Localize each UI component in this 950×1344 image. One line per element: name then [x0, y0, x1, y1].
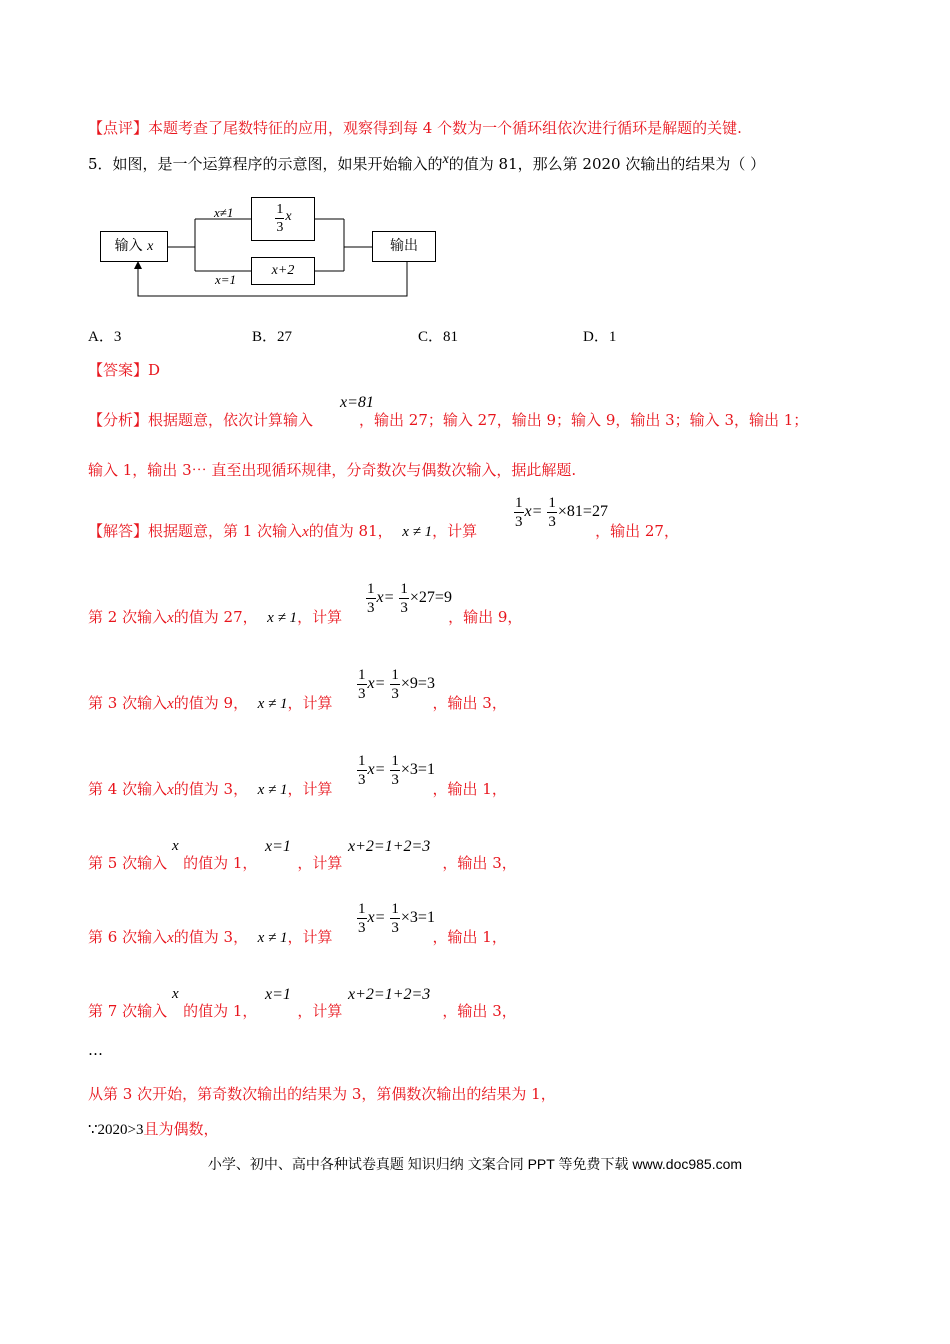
step-1-expr [513, 494, 608, 531]
expr-rest: ×27=9 [409, 589, 452, 607]
frac-den: 3 [391, 772, 399, 788]
choice-d [583, 325, 616, 346]
step-var: x [302, 524, 309, 540]
analysis-text-c: 输入 1，输出 3⋯ 直至出现循环规律，分奇数次与偶数次输入，据此解题. [88, 461, 577, 479]
frac-num: 1 [548, 495, 556, 511]
step-3-expr [356, 666, 435, 703]
question-number: 5． [88, 155, 113, 173]
step-prefix: 第 6 次输入 [88, 928, 168, 946]
question-text-a: 如图，是一个运算程序的示意图，如果开始输入的 [112, 155, 443, 173]
frac-den: 3 [548, 514, 556, 530]
step-suffix: ，输出 3， [442, 1002, 517, 1020]
step-mid: 的值为 3， [173, 928, 249, 946]
flow-top-op-num: 1 [276, 202, 284, 217]
choice-c [418, 325, 458, 346]
step-5-expr: x+2=1+2=3 [348, 838, 431, 855]
flow-top-condition: x≠1 [214, 205, 234, 220]
flow-top-op-den: 3 [276, 220, 284, 235]
flow-output-box: 输出 [372, 231, 436, 262]
solution-step-3 [88, 693, 507, 714]
flow-bottom-op-box: x+2 [251, 257, 315, 285]
choice-a [88, 325, 121, 346]
solution-step-6 [88, 927, 507, 948]
because-text: 且为偶数， [143, 1120, 219, 1138]
step-cond: x ≠ 1 [267, 610, 298, 626]
choice-a-value: 3 [113, 329, 122, 345]
choice-c-letter: C． [418, 329, 444, 345]
expr-rest: ×9=3 [400, 675, 435, 693]
frac-num: 1 [391, 667, 399, 683]
flow-input-box [100, 231, 168, 262]
flow-bottom-condition: x=1 [215, 272, 237, 287]
page-footer: 小学、初中、高中各种试卷真题 知识归纳 文案合同 PPT 等免费下载 www.doc985.com [207, 1156, 743, 1172]
step-suffix: ，输出 27， [595, 522, 679, 540]
frac-den: 3 [391, 920, 399, 936]
solution-step-5 [88, 853, 517, 873]
comment-tag: 【点评】 [88, 119, 149, 137]
step-mid: 的值为 27， [173, 608, 258, 626]
frac-den: 3 [400, 600, 408, 616]
flow-top-op-var: x [285, 209, 292, 224]
because-symbol: ∵ [88, 1120, 98, 1138]
step-suffix: ，输出 3， [432, 694, 507, 712]
step-calc: ，计算 [297, 1002, 343, 1020]
analysis-tag: 【分析】 [88, 411, 149, 429]
step-calc: ，计算 [297, 854, 343, 872]
step-suffix: ，输出 1， [432, 928, 507, 946]
step-prefix: 根据题意，第 1 次输入 [148, 522, 303, 540]
step-calc: ，计算 [297, 608, 343, 626]
choice-d-value: 1 [608, 329, 617, 345]
frac-den: 3 [391, 686, 399, 702]
solution-conclusion: 从第 3 次开始，第奇数次输出的结果为 3，第偶数次输出的结果为 1， [88, 1085, 556, 1103]
solution-step-2 [88, 607, 522, 628]
frac-den: 3 [358, 920, 366, 936]
step-5-var: x [172, 838, 179, 854]
flowchart-lines [0, 0, 950, 320]
step-mid: 的值为 81， [308, 522, 393, 540]
step-2-expr [365, 580, 452, 617]
frac-den: 3 [358, 686, 366, 702]
expr-var: x= [367, 675, 390, 693]
step-mid: 的值为 9， [173, 694, 249, 712]
step-calc: ，计算 [432, 522, 478, 540]
question-text-b: 的值为 81，那么第 2020 次输出的结果为（ ） [448, 155, 766, 173]
step-7-expr: x+2=1+2=3 [348, 986, 431, 1003]
step-calc: ，计算 [287, 928, 333, 946]
answer-value: D [148, 361, 161, 379]
analysis-line-1 [88, 410, 808, 430]
solution-step-4 [88, 779, 507, 800]
step-7-cond: x=1 [265, 986, 291, 1003]
step-suffix: ，输出 3， [442, 854, 517, 872]
frac-num: 1 [358, 901, 366, 917]
step-7-var: x [172, 986, 179, 1002]
expr-var: x= [376, 589, 399, 607]
choice-c-value: 81 [443, 329, 459, 345]
solution-ellipsis: … [88, 1041, 103, 1059]
analysis-expr: x=81 [340, 394, 374, 411]
expr-rest: ×81=27 [557, 503, 608, 521]
step-calc: ，计算 [287, 694, 333, 712]
because-expr: 2020>3 [97, 1122, 144, 1138]
frac-num: 1 [367, 581, 375, 597]
choice-d-letter: D． [583, 329, 609, 345]
comment-text: 本题考查了尾数特征的应用，观察得到每 4 个数为一个循环组依次进行循环是解题的关键. [148, 119, 742, 137]
step-var: x [167, 930, 174, 946]
step-cond: x ≠ 1 [402, 524, 433, 540]
frac-num: 1 [391, 901, 399, 917]
step-calc: ，计算 [287, 780, 333, 798]
flow-input-label: 输入 [114, 238, 143, 254]
frac-num: 1 [391, 753, 399, 769]
step-mid: 的值为 1， [183, 1002, 258, 1020]
expr-var: x= [367, 909, 390, 927]
analysis-line-2 [88, 460, 576, 480]
solution-tag: 【解答】 [88, 522, 149, 540]
step-cond: x ≠ 1 [257, 782, 288, 798]
frac-num: 1 [400, 581, 408, 597]
choice-b-letter: B． [252, 329, 278, 345]
step-5-cond: x=1 [265, 838, 291, 855]
answer-tag: 【答案】 [88, 361, 149, 379]
expr-var: x= [367, 761, 390, 779]
step-6-expr [356, 900, 435, 937]
frac-num: 1 [358, 667, 366, 683]
expr-rest: ×3=1 [400, 761, 435, 779]
frac-den: 3 [358, 772, 366, 788]
analysis-text-b: ，输出 27；输入 27，输出 9；输入 9，输出 3；输入 3，输出 1； [359, 411, 809, 429]
flow-input-var: x [147, 239, 154, 254]
solution-step-7 [88, 1001, 517, 1021]
question-var: x [442, 152, 449, 167]
step-suffix: ，输出 1， [432, 780, 507, 798]
frac-num: 1 [358, 753, 366, 769]
step-suffix: ，输出 9， [448, 608, 523, 626]
choice-b-value: 27 [277, 329, 293, 345]
step-prefix: 第 2 次输入 [88, 608, 168, 626]
step-var: x [167, 696, 174, 712]
step-var: x [167, 610, 174, 626]
expr-var: x= [524, 503, 547, 521]
frac-num: 1 [515, 495, 523, 511]
step-prefix: 第 7 次输入 [88, 1002, 168, 1020]
frac-den: 3 [367, 600, 375, 616]
choice-b [252, 325, 292, 346]
step-prefix: 第 4 次输入 [88, 780, 168, 798]
choice-a-letter: A． [88, 329, 114, 345]
flow-top-op-fraction [275, 201, 284, 236]
expr-rest: ×3=1 [400, 909, 435, 927]
step-mid: 的值为 3， [173, 780, 249, 798]
answer-line [88, 360, 160, 380]
frac-den: 3 [515, 514, 523, 530]
step-mid: 的值为 1， [183, 854, 258, 872]
step-prefix: 第 3 次输入 [88, 694, 168, 712]
step-cond: x ≠ 1 [257, 930, 288, 946]
step-cond: x ≠ 1 [257, 696, 288, 712]
analysis-text-a: 根据题意，依次计算输入 [148, 411, 314, 429]
step-4-expr [356, 752, 435, 789]
solution-because-line [88, 1119, 219, 1140]
step-prefix: 第 5 次输入 [88, 854, 168, 872]
step-var: x [167, 782, 174, 798]
flow-top-op-box [251, 197, 315, 241]
